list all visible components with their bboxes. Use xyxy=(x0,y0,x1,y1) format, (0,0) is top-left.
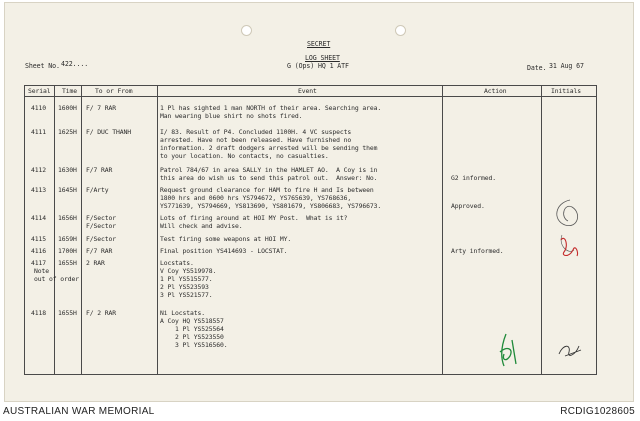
to-from-cell: 2 RAR xyxy=(86,259,105,267)
time-cell: 1656H xyxy=(58,214,77,222)
time-cell: 1625H xyxy=(58,128,77,136)
punch-hole xyxy=(241,25,252,36)
time-cell: 1659H xyxy=(58,235,77,243)
time-cell: 1600H xyxy=(58,104,77,112)
to-from-cell: F/Sector xyxy=(86,235,116,243)
col-header-event: Event xyxy=(298,87,317,95)
col-header-time: Time xyxy=(62,87,77,95)
column-divider xyxy=(54,86,55,374)
event-line: Locstats. xyxy=(160,259,194,267)
event-line: 2 Pl YS523550 xyxy=(160,333,224,341)
unit-label: G (Ops) HQ 1 ATF xyxy=(287,62,349,70)
serial-cell: 4118 xyxy=(31,309,46,317)
event-line: arrested. Have not been released. Have furnished no xyxy=(160,136,352,144)
punch-hole xyxy=(395,25,406,36)
note-out-of-order: out of order xyxy=(34,275,79,283)
time-cell: 1645H xyxy=(58,186,77,194)
event-line: I/ 83. Result of P4. Concluded 1100H. 4 VC suspects xyxy=(160,128,352,136)
col-header-action: Action xyxy=(484,87,507,95)
col-header-to-from: To or From xyxy=(95,87,133,95)
footer-source: AUSTRALIAN WAR MEMORIAL xyxy=(3,406,155,417)
initials-red-ink xyxy=(555,232,585,262)
event-line: YS771639, YS794669, YS813690, YS801679, YS806683, YS796673. xyxy=(160,202,382,210)
column-divider xyxy=(81,86,82,374)
event-line: this area do wish us to send this patrol out. Answer: No. xyxy=(160,174,378,182)
note-label: Note xyxy=(34,267,49,275)
to-from-cell: F/ 7 RAR xyxy=(86,104,116,112)
to-from-cell: F/Sector xyxy=(86,214,116,222)
date-value: 31 Aug 67 xyxy=(549,62,584,70)
time-cell: 1630H xyxy=(58,166,77,174)
col-header-initials: Initials xyxy=(551,87,581,95)
to-from-cell: F/Sector xyxy=(86,222,116,230)
serial-cell: 4111 xyxy=(31,128,46,136)
serial-cell: 4116 xyxy=(31,247,46,255)
serial-cell: 4112 xyxy=(31,166,46,174)
initials-black-ink xyxy=(555,338,585,362)
sheet-no-label: Sheet No. xyxy=(25,62,60,70)
event-line: information. 2 draft dodgers arrested will be sending them xyxy=(160,144,378,152)
secret-label: SECRET xyxy=(307,40,331,48)
event-line: Ni Locstats. xyxy=(160,309,205,317)
column-divider xyxy=(157,86,158,374)
serial-cell: 4110 xyxy=(31,104,46,112)
header-divider xyxy=(25,96,596,97)
event-line: Test firing some weapons at HOI MY. xyxy=(160,235,292,243)
time-cell: 1655H xyxy=(58,309,77,317)
event-line: Patrol 784/67 in area SALLY in the HAMLET AO. A Coy is in xyxy=(160,166,378,174)
event-line: 2 Pl YS523593 xyxy=(160,283,209,291)
action-cell: Approved. xyxy=(451,202,485,210)
action-cell: G2 informed. xyxy=(451,174,496,182)
to-from-cell: F/7 RAR xyxy=(86,166,113,174)
event-line: 1 Pl has sighted 1 man NORTH of their area. Searching area. xyxy=(160,104,382,112)
to-from-cell: F/7 RAR xyxy=(86,247,113,255)
event-line: Request ground clearance for HAM to fire H and Is between xyxy=(160,186,374,194)
event-line: 3 Pl YS516560. xyxy=(160,341,228,349)
to-from-cell: F/Arty xyxy=(86,186,109,194)
time-cell: 1700H xyxy=(58,247,77,255)
event-line: to your location. No contacts, no casualties. xyxy=(160,152,329,160)
time-cell: 1655H xyxy=(58,259,77,267)
event-line: Lots of firing around at HOI MY Post. What is it? xyxy=(160,214,348,222)
to-from-cell: F/ 2 RAR xyxy=(86,309,116,317)
event-line: 1 Pl YS525564 xyxy=(160,325,224,333)
event-line: Man wearing blue shirt no shots fired. xyxy=(160,112,303,120)
event-line: 1800 hrs and 0600 hrs YS794672, YS765639, YS768636, xyxy=(160,194,352,202)
action-cell: Arty informed. xyxy=(451,247,504,255)
serial-cell: 4113 xyxy=(31,186,46,194)
serial-cell: 4114 xyxy=(31,214,46,222)
event-line: Will check and advise. xyxy=(160,222,243,230)
event-line: 3 Pl YS521577. xyxy=(160,291,213,299)
serial-cell: 4115 xyxy=(31,235,46,243)
event-line: 1 Pl YS515577. xyxy=(160,275,213,283)
serial-cell: 4117 xyxy=(31,259,46,267)
event-line: V Coy YS519978. xyxy=(160,267,217,275)
sheet-no-value: 422.... xyxy=(61,60,89,68)
initials-green-ink xyxy=(492,330,524,370)
event-line: Final position YS414693 - LOCSTAT. xyxy=(160,247,288,255)
to-from-cell: F/ DUC THANH xyxy=(86,128,131,136)
log-sheet-title: LOG SHEET xyxy=(305,54,340,62)
column-divider xyxy=(442,86,443,374)
event-line: A Coy HQ YS518557 xyxy=(160,317,224,325)
date-label: Date. xyxy=(527,64,547,72)
footer-reference-id: RCDIG1028605 xyxy=(560,406,635,417)
col-header-serial: Serial xyxy=(28,87,51,95)
